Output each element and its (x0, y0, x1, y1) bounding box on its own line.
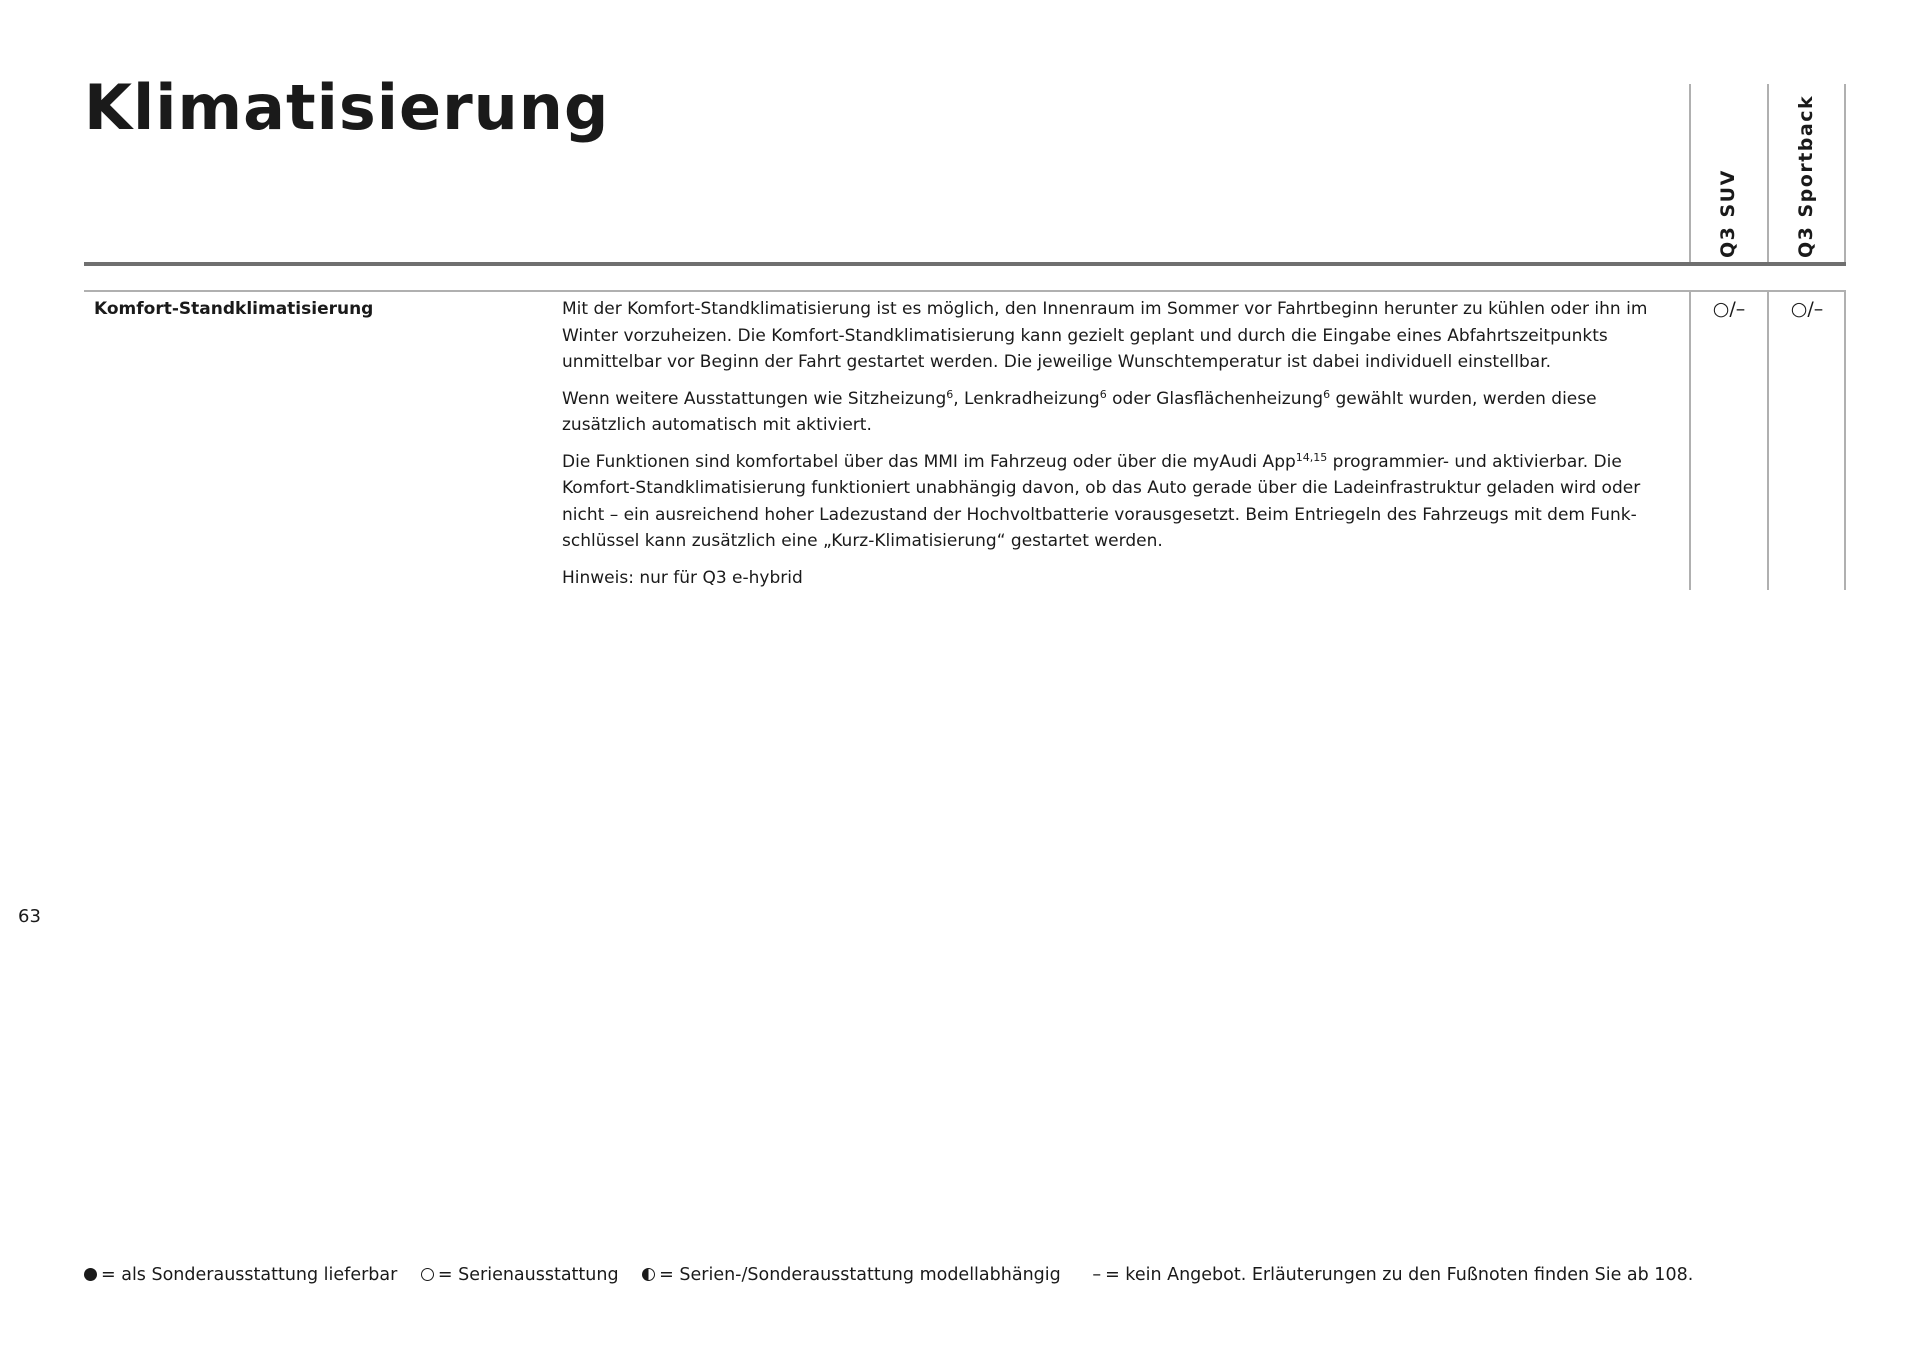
empty-circle-icon (421, 1268, 434, 1281)
row-column-divider (1689, 292, 1691, 590)
description-paragraph: Wenn weitere Ausstattungen wie Sitzheizung$^6$, Lenkradheizung$^6$ oder Glasflächenheizung$^6$ gewählt wurden, werden diese zusätzlich automatisch mit aktiviert. (562, 387, 1597, 435)
column-header-q3-sportback (1786, 94, 1826, 458)
half-circle-icon (642, 1268, 655, 1281)
dash-icon: – (1092, 1265, 1102, 1285)
footnote-ref: 6 (1099, 387, 1107, 401)
footnote-ref: 14,15 (1295, 450, 1328, 464)
legend (84, 1263, 1711, 1287)
column-divider (1844, 84, 1846, 264)
legend-item-not-offered: – = kein Angebot. Erläuterungen zu den Fußnoten finden Sie ab 108. (1092, 1265, 1694, 1285)
description-note: Hinweis: nur für Q3 e-hybrid (562, 567, 803, 588)
description-paragraph: Mit der Komfort-Standklimatisierung ist es möglich, den Innenraum im Sommer vor Fahrtbeginn herunter zu kühlen oder ihn im Winter vorzuheizen. Die Komfort-Standklimatisierung kann gezielt geplant und durch die Eingabe eines Abfahrtszeitpunkts unmittelbar vor Beginn der Fahrt gestartet werden. Die jeweilige Wunschtemperatur ist dabei individuell einstellbar. (562, 299, 1648, 372)
row-column-divider (1767, 292, 1769, 590)
column-header-label: Q3 Sportback (1795, 94, 1817, 258)
availability-q3-suv: ○/– (1712, 298, 1746, 320)
availability-q3-sportback: ○/– (1790, 298, 1824, 320)
description-paragraph: Die Funktionen sind komfortabel über das MMI im Fahrzeug oder über die myAudi App$^{14,15}$ programmier- und aktivierbar. Die Komfort-Standklimatisierung funktioniert unabhängig davon, ob das Auto gerade über die Ladeinfrastruktur geladen wird oder nicht – ein ausreichend hoher Ladezustand der Hochvoltbatterie vorausgesetzt. Beim Entriegeln des Fahrzeugs mit dem Funk-schlüssel kann zusätzlich eine „Kurz-Klimatisierung“ gestartet werden. (562, 450, 1641, 551)
column-divider (1767, 84, 1769, 264)
legend-item-model-dependent: = Serien-/Sonderausstattung modellabhängig (642, 1263, 1061, 1287)
legend-item-optional: = als Sonderausstattung lieferbar (84, 1263, 397, 1287)
column-header-label: Q3 SUV (1717, 169, 1739, 258)
row-column-divider (1844, 292, 1846, 590)
column-header-q3-suv (1708, 169, 1748, 458)
footnote-ref: 6 (1323, 387, 1331, 401)
header-rule (84, 262, 1846, 266)
legend-item-standard: = Serienausstattung (421, 1263, 619, 1287)
feature-name: Komfort-Standklimatisierung (94, 299, 374, 319)
filled-circle-icon (84, 1268, 97, 1281)
column-divider (1689, 84, 1691, 264)
row-rule (84, 290, 1846, 292)
page-number: 63 (18, 906, 41, 927)
footnote-ref: 6 (946, 387, 954, 401)
page-title: Klimatisierung (84, 71, 610, 144)
feature-description (562, 296, 1682, 601)
